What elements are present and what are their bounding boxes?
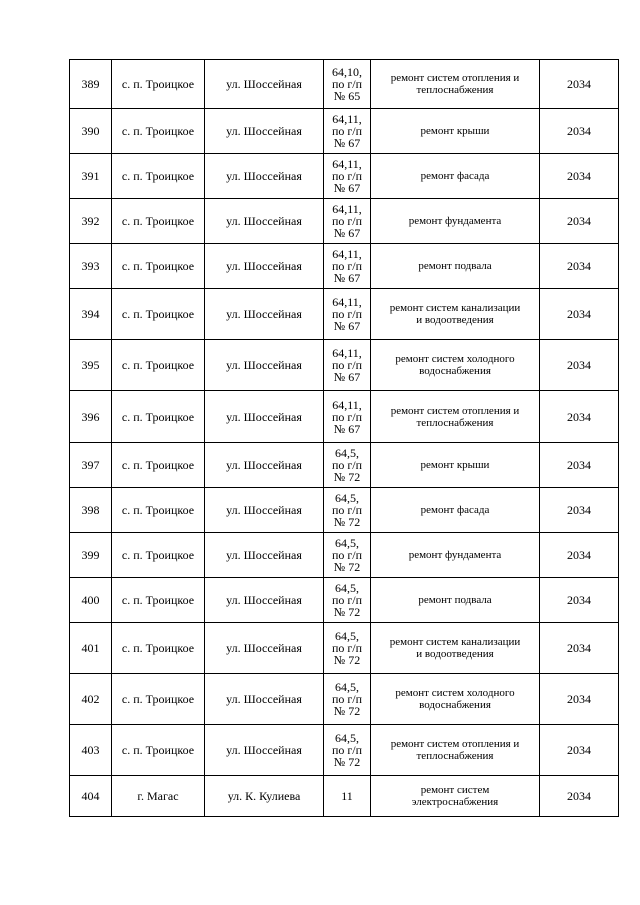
- house-line: по г/п: [331, 548, 363, 562]
- house-cell: [324, 154, 371, 199]
- table-row: [70, 340, 619, 391]
- house-line: 64,5,: [335, 629, 359, 643]
- table-row: [70, 674, 619, 725]
- house-line: по г/п: [331, 307, 363, 321]
- work-type-cell: [371, 488, 540, 533]
- house-line: № 72: [333, 560, 361, 574]
- table-row: [70, 60, 619, 109]
- house-cell: [324, 623, 371, 674]
- locality-cell: с. п. Троицкое: [112, 674, 205, 725]
- house-line: 11: [341, 789, 353, 803]
- repair-schedule-table: [69, 59, 619, 817]
- row-number-cell: 396: [70, 391, 112, 443]
- work-type-cell: [371, 578, 540, 623]
- year-cell: 2034: [540, 154, 619, 199]
- year-cell: 2034: [540, 578, 619, 623]
- year-cell: 2034: [540, 340, 619, 391]
- row-number-cell: 401: [70, 623, 112, 674]
- table-row: [70, 725, 619, 776]
- table-row: [70, 623, 619, 674]
- year-cell: 2034: [540, 109, 619, 154]
- house-line: № 67: [333, 271, 361, 285]
- house-line: № 67: [333, 136, 361, 150]
- work-line: электроснабжения: [411, 796, 499, 808]
- street-cell: ул. Шоссейная: [205, 154, 324, 199]
- house-line: № 72: [333, 704, 361, 718]
- street-cell: ул. Шоссейная: [205, 289, 324, 340]
- house-line: 64,10,: [332, 65, 362, 79]
- house-line: по г/п: [331, 692, 363, 706]
- work-type-cell: [371, 340, 540, 391]
- house-cell: [324, 391, 371, 443]
- work-type-cell: [371, 674, 540, 725]
- table-row: [70, 578, 619, 623]
- table-row: [70, 289, 619, 340]
- work-type-cell: [371, 199, 540, 244]
- table-row: [70, 244, 619, 289]
- house-line: 64,11,: [332, 247, 362, 261]
- locality-cell: с. п. Троицкое: [112, 244, 205, 289]
- house-line: по г/п: [331, 593, 363, 607]
- row-number-cell: 399: [70, 533, 112, 578]
- house-cell: [324, 776, 371, 817]
- year-cell: 2034: [540, 533, 619, 578]
- house-line: по г/п: [331, 124, 363, 138]
- house-line: 64,5,: [335, 581, 359, 595]
- house-line: № 67: [333, 421, 361, 436]
- locality-cell: г. Магас: [112, 776, 205, 817]
- year-cell: 2034: [540, 776, 619, 817]
- house-cell: [324, 244, 371, 289]
- work-line: водоснабжения: [419, 365, 491, 377]
- house-cell: [324, 60, 371, 109]
- work-line: ремонт систем холодного: [395, 687, 515, 699]
- row-number-cell: 392: [70, 199, 112, 244]
- street-cell: ул. Шоссейная: [205, 199, 324, 244]
- locality-cell: с. п. Троицкое: [112, 533, 205, 578]
- house-line: № 72: [333, 515, 361, 529]
- work-type-cell: [371, 244, 540, 289]
- work-type-cell: [371, 60, 540, 109]
- work-type-cell: [371, 391, 540, 443]
- row-number-cell: 393: [70, 244, 112, 289]
- street-cell: ул. Шоссейная: [205, 391, 324, 443]
- work-line: и водоотведения: [416, 314, 494, 326]
- house-line: 64,11,: [332, 157, 362, 171]
- house-line: по г/п: [331, 409, 363, 424]
- locality-cell: с. п. Троицкое: [112, 289, 205, 340]
- house-line: 64,11,: [332, 112, 362, 126]
- work-type-cell: [371, 776, 540, 817]
- house-cell: [324, 443, 371, 488]
- work-line: ремонт крыши: [420, 459, 490, 471]
- work-line: ремонт систем канализации: [389, 636, 521, 648]
- table-row: [70, 154, 619, 199]
- house-cell: [324, 578, 371, 623]
- work-type-cell: [371, 725, 540, 776]
- street-cell: ул. Шоссейная: [205, 340, 324, 391]
- house-line: № 72: [333, 605, 361, 619]
- year-cell: 2034: [540, 443, 619, 488]
- locality-cell: с. п. Троицкое: [112, 725, 205, 776]
- house-line: № 72: [333, 653, 361, 667]
- street-cell: ул. Шоссейная: [205, 244, 324, 289]
- year-cell: 2034: [540, 674, 619, 725]
- year-cell: 2034: [540, 244, 619, 289]
- table-row: [70, 776, 619, 817]
- house-line: по г/п: [331, 77, 363, 91]
- work-line: ремонт систем канализации: [389, 302, 521, 314]
- street-cell: ул. К. Кулиева: [205, 776, 324, 817]
- house-line: по г/п: [331, 259, 363, 273]
- street-cell: ул. Шоссейная: [205, 488, 324, 533]
- work-type-cell: [371, 289, 540, 340]
- work-line: ремонт фасада: [420, 170, 490, 182]
- house-line: 64,5,: [335, 446, 359, 460]
- row-number-cell: 404: [70, 776, 112, 817]
- table-body: [70, 60, 619, 817]
- house-line: 64,11,: [332, 397, 362, 412]
- street-cell: ул. Шоссейная: [205, 443, 324, 488]
- row-number-cell: 391: [70, 154, 112, 199]
- house-line: 64,11,: [332, 346, 362, 360]
- street-cell: ул. Шоссейная: [205, 674, 324, 725]
- house-line: по г/п: [331, 641, 363, 655]
- work-line: ремонт крыши: [420, 125, 490, 137]
- work-line: ремонт систем отопления и: [390, 72, 520, 84]
- row-number-cell: 403: [70, 725, 112, 776]
- work-line: и водоотведения: [416, 648, 494, 660]
- year-cell: 2034: [540, 199, 619, 244]
- house-line: по г/п: [331, 503, 363, 517]
- table-row: [70, 391, 619, 443]
- work-line: ремонт систем отопления и: [390, 738, 520, 750]
- house-line: по г/п: [331, 458, 363, 472]
- street-cell: ул. Шоссейная: [205, 578, 324, 623]
- work-line: ремонт фасада: [420, 504, 490, 516]
- house-line: № 67: [333, 226, 361, 240]
- locality-cell: с. п. Троицкое: [112, 391, 205, 443]
- locality-cell: с. п. Троицкое: [112, 154, 205, 199]
- locality-cell: с. п. Троицкое: [112, 109, 205, 154]
- work-line: теплоснабжения: [416, 84, 494, 96]
- row-number-cell: 390: [70, 109, 112, 154]
- table-row: [70, 199, 619, 244]
- house-line: 64,11,: [332, 295, 362, 309]
- row-number-cell: 397: [70, 443, 112, 488]
- house-line: по г/п: [331, 214, 363, 228]
- locality-cell: с. п. Троицкое: [112, 60, 205, 109]
- work-line: ремонт систем: [420, 784, 490, 796]
- house-line: по г/п: [331, 743, 363, 757]
- locality-cell: с. п. Троицкое: [112, 199, 205, 244]
- street-cell: ул. Шоссейная: [205, 533, 324, 578]
- house-line: 64,5,: [335, 536, 359, 550]
- work-type-cell: [371, 443, 540, 488]
- house-cell: [324, 674, 371, 725]
- row-number-cell: 398: [70, 488, 112, 533]
- house-line: № 67: [333, 181, 361, 195]
- house-line: 64,5,: [335, 491, 359, 505]
- year-cell: 2034: [540, 60, 619, 109]
- year-cell: 2034: [540, 391, 619, 443]
- year-cell: 2034: [540, 289, 619, 340]
- locality-cell: с. п. Троицкое: [112, 488, 205, 533]
- work-line: теплоснабжения: [416, 416, 494, 429]
- house-line: по г/п: [331, 358, 363, 372]
- row-number-cell: 402: [70, 674, 112, 725]
- row-number-cell: 395: [70, 340, 112, 391]
- year-cell: 2034: [540, 725, 619, 776]
- street-cell: ул. Шоссейная: [205, 725, 324, 776]
- work-type-cell: [371, 154, 540, 199]
- locality-cell: с. п. Троицкое: [112, 340, 205, 391]
- work-line: ремонт фундамента: [408, 549, 502, 561]
- year-cell: 2034: [540, 488, 619, 533]
- house-line: № 72: [333, 755, 361, 769]
- work-line: ремонт систем отопления и: [390, 404, 520, 417]
- street-cell: ул. Шоссейная: [205, 60, 324, 109]
- house-line: № 67: [333, 370, 361, 384]
- table-row: [70, 533, 619, 578]
- table-row: [70, 109, 619, 154]
- row-number-cell: 400: [70, 578, 112, 623]
- table-row: [70, 488, 619, 533]
- locality-cell: с. п. Троицкое: [112, 623, 205, 674]
- house-line: № 65: [333, 89, 361, 103]
- house-line: по г/п: [331, 169, 363, 183]
- street-cell: ул. Шоссейная: [205, 109, 324, 154]
- work-line: ремонт систем холодного: [395, 353, 515, 365]
- house-cell: [324, 488, 371, 533]
- work-line: водоснабжения: [419, 699, 491, 711]
- locality-cell: с. п. Троицкое: [112, 578, 205, 623]
- work-type-cell: [371, 533, 540, 578]
- house-line: 64,5,: [335, 731, 359, 745]
- row-number-cell: 389: [70, 60, 112, 109]
- house-cell: [324, 109, 371, 154]
- house-line: № 72: [333, 470, 361, 484]
- work-line: теплоснабжения: [416, 750, 494, 762]
- house-cell: [324, 533, 371, 578]
- house-line: 64,11,: [332, 202, 362, 216]
- work-type-cell: [371, 623, 540, 674]
- work-line: ремонт фундамента: [408, 215, 502, 227]
- year-cell: 2034: [540, 623, 619, 674]
- work-line: ремонт подвала: [418, 260, 492, 272]
- work-line: ремонт подвала: [418, 594, 492, 606]
- house-cell: [324, 340, 371, 391]
- row-number-cell: 394: [70, 289, 112, 340]
- house-cell: [324, 199, 371, 244]
- work-type-cell: [371, 109, 540, 154]
- house-line: 64,5,: [335, 680, 359, 694]
- street-cell: ул. Шоссейная: [205, 623, 324, 674]
- house-cell: [324, 725, 371, 776]
- table-row: [70, 443, 619, 488]
- locality-cell: с. п. Троицкое: [112, 443, 205, 488]
- house-line: № 67: [333, 319, 361, 333]
- house-cell: [324, 289, 371, 340]
